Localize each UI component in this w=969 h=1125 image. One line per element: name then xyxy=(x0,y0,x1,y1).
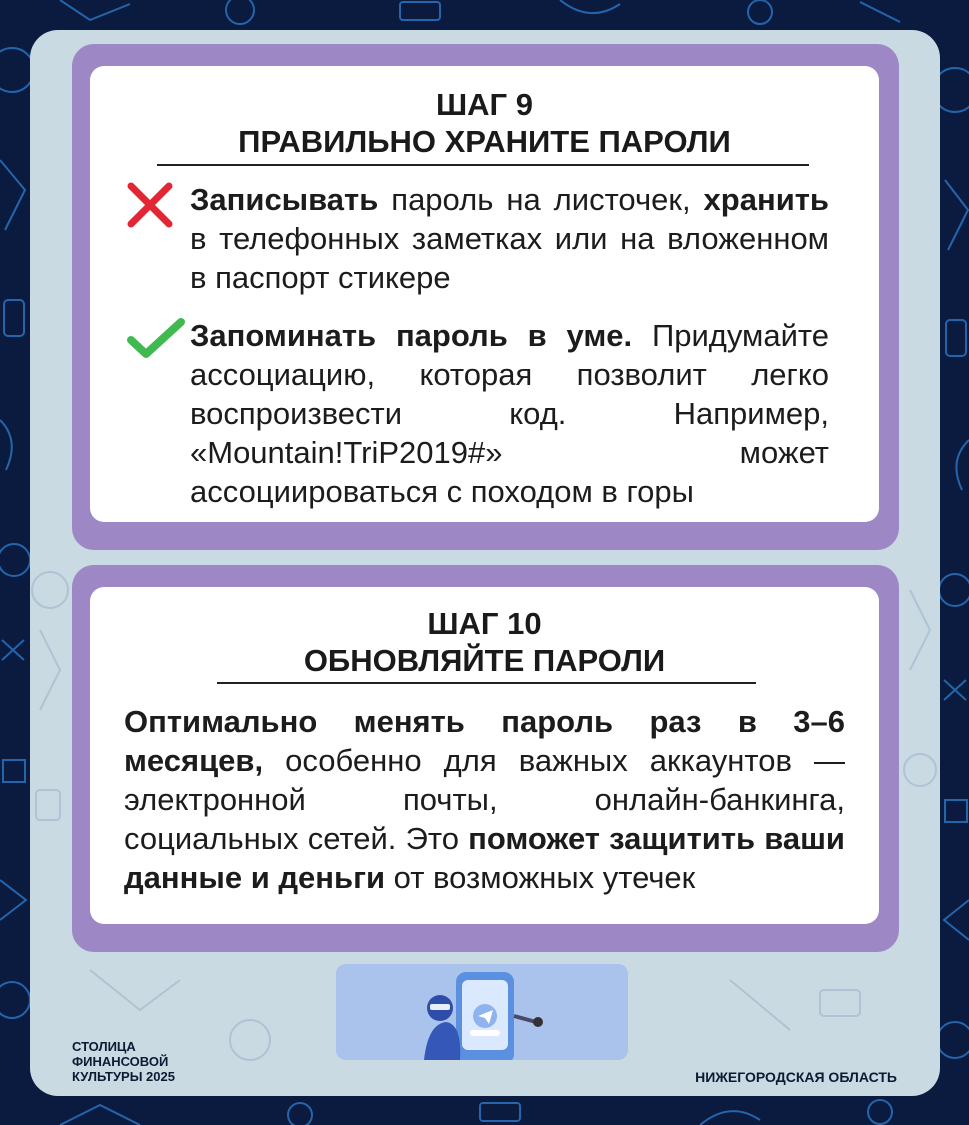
step10-bold-protect: поможет защитить ваши данные и деньги xyxy=(124,821,845,895)
step9-dont-text xyxy=(190,180,829,297)
step9-title: ПРАВИЛЬНО ХРАНИТЕ ПАРОЛИ xyxy=(238,124,731,159)
footer-region: НИЖЕГОРОДСКАЯ ОБЛАСТЬ xyxy=(695,1069,897,1085)
checkmark-icon xyxy=(126,316,186,362)
step10-divider xyxy=(217,682,756,684)
step10-card xyxy=(90,587,879,924)
step10-text xyxy=(124,702,845,897)
footer-line-2: ФИНАНСОВОЙ xyxy=(72,1054,169,1069)
step9-do-text xyxy=(190,316,829,511)
step10-text-part1: особенно для важных аккаунтов — электронной почты, онлайн-банкинга, социальных сетей. Это xyxy=(124,743,845,856)
step9-heading xyxy=(90,86,879,160)
step10-frame xyxy=(72,565,899,952)
step9-card xyxy=(90,66,879,522)
step10-number: ШАГ 10 xyxy=(427,606,542,641)
dont-text-part1: пароль на листочек, xyxy=(378,182,704,217)
footer-line-1: СТОЛИЦА xyxy=(72,1039,136,1054)
footer-logo-text xyxy=(72,1039,175,1084)
illustration-graphic xyxy=(336,964,628,1060)
footer-line-3: КУЛЬТУРЫ 2025 xyxy=(72,1069,175,1084)
dont-bold-store: хранить xyxy=(703,182,829,217)
step9-divider xyxy=(157,164,809,166)
dont-bold-write: Записывать xyxy=(190,182,379,217)
cross-icon xyxy=(125,180,175,230)
do-text: Придумайте ассоциацию, которая позволит легко воспроизвести код. Например, «Mountain!TriP2019#» может ассоциироваться с походом в горы xyxy=(190,318,830,509)
step10-text-part2: от возможных утечек xyxy=(385,860,696,895)
step9-number: ШАГ 9 xyxy=(436,87,533,122)
hacker-phone-illustration xyxy=(336,964,628,1060)
step10-bold-frequency: Оптимально менять пароль раз в 3–6 месяцев, xyxy=(124,704,845,778)
step10-title: ОБНОВЛЯЙТЕ ПАРОЛИ xyxy=(303,643,666,678)
step10-heading xyxy=(90,605,879,679)
do-bold-remember: Запоминать пароль в уме. xyxy=(190,318,633,353)
dont-text-part2: в телефонных заметках или на вложенном в паспорт стикере xyxy=(190,221,829,295)
step9-frame xyxy=(72,44,899,550)
